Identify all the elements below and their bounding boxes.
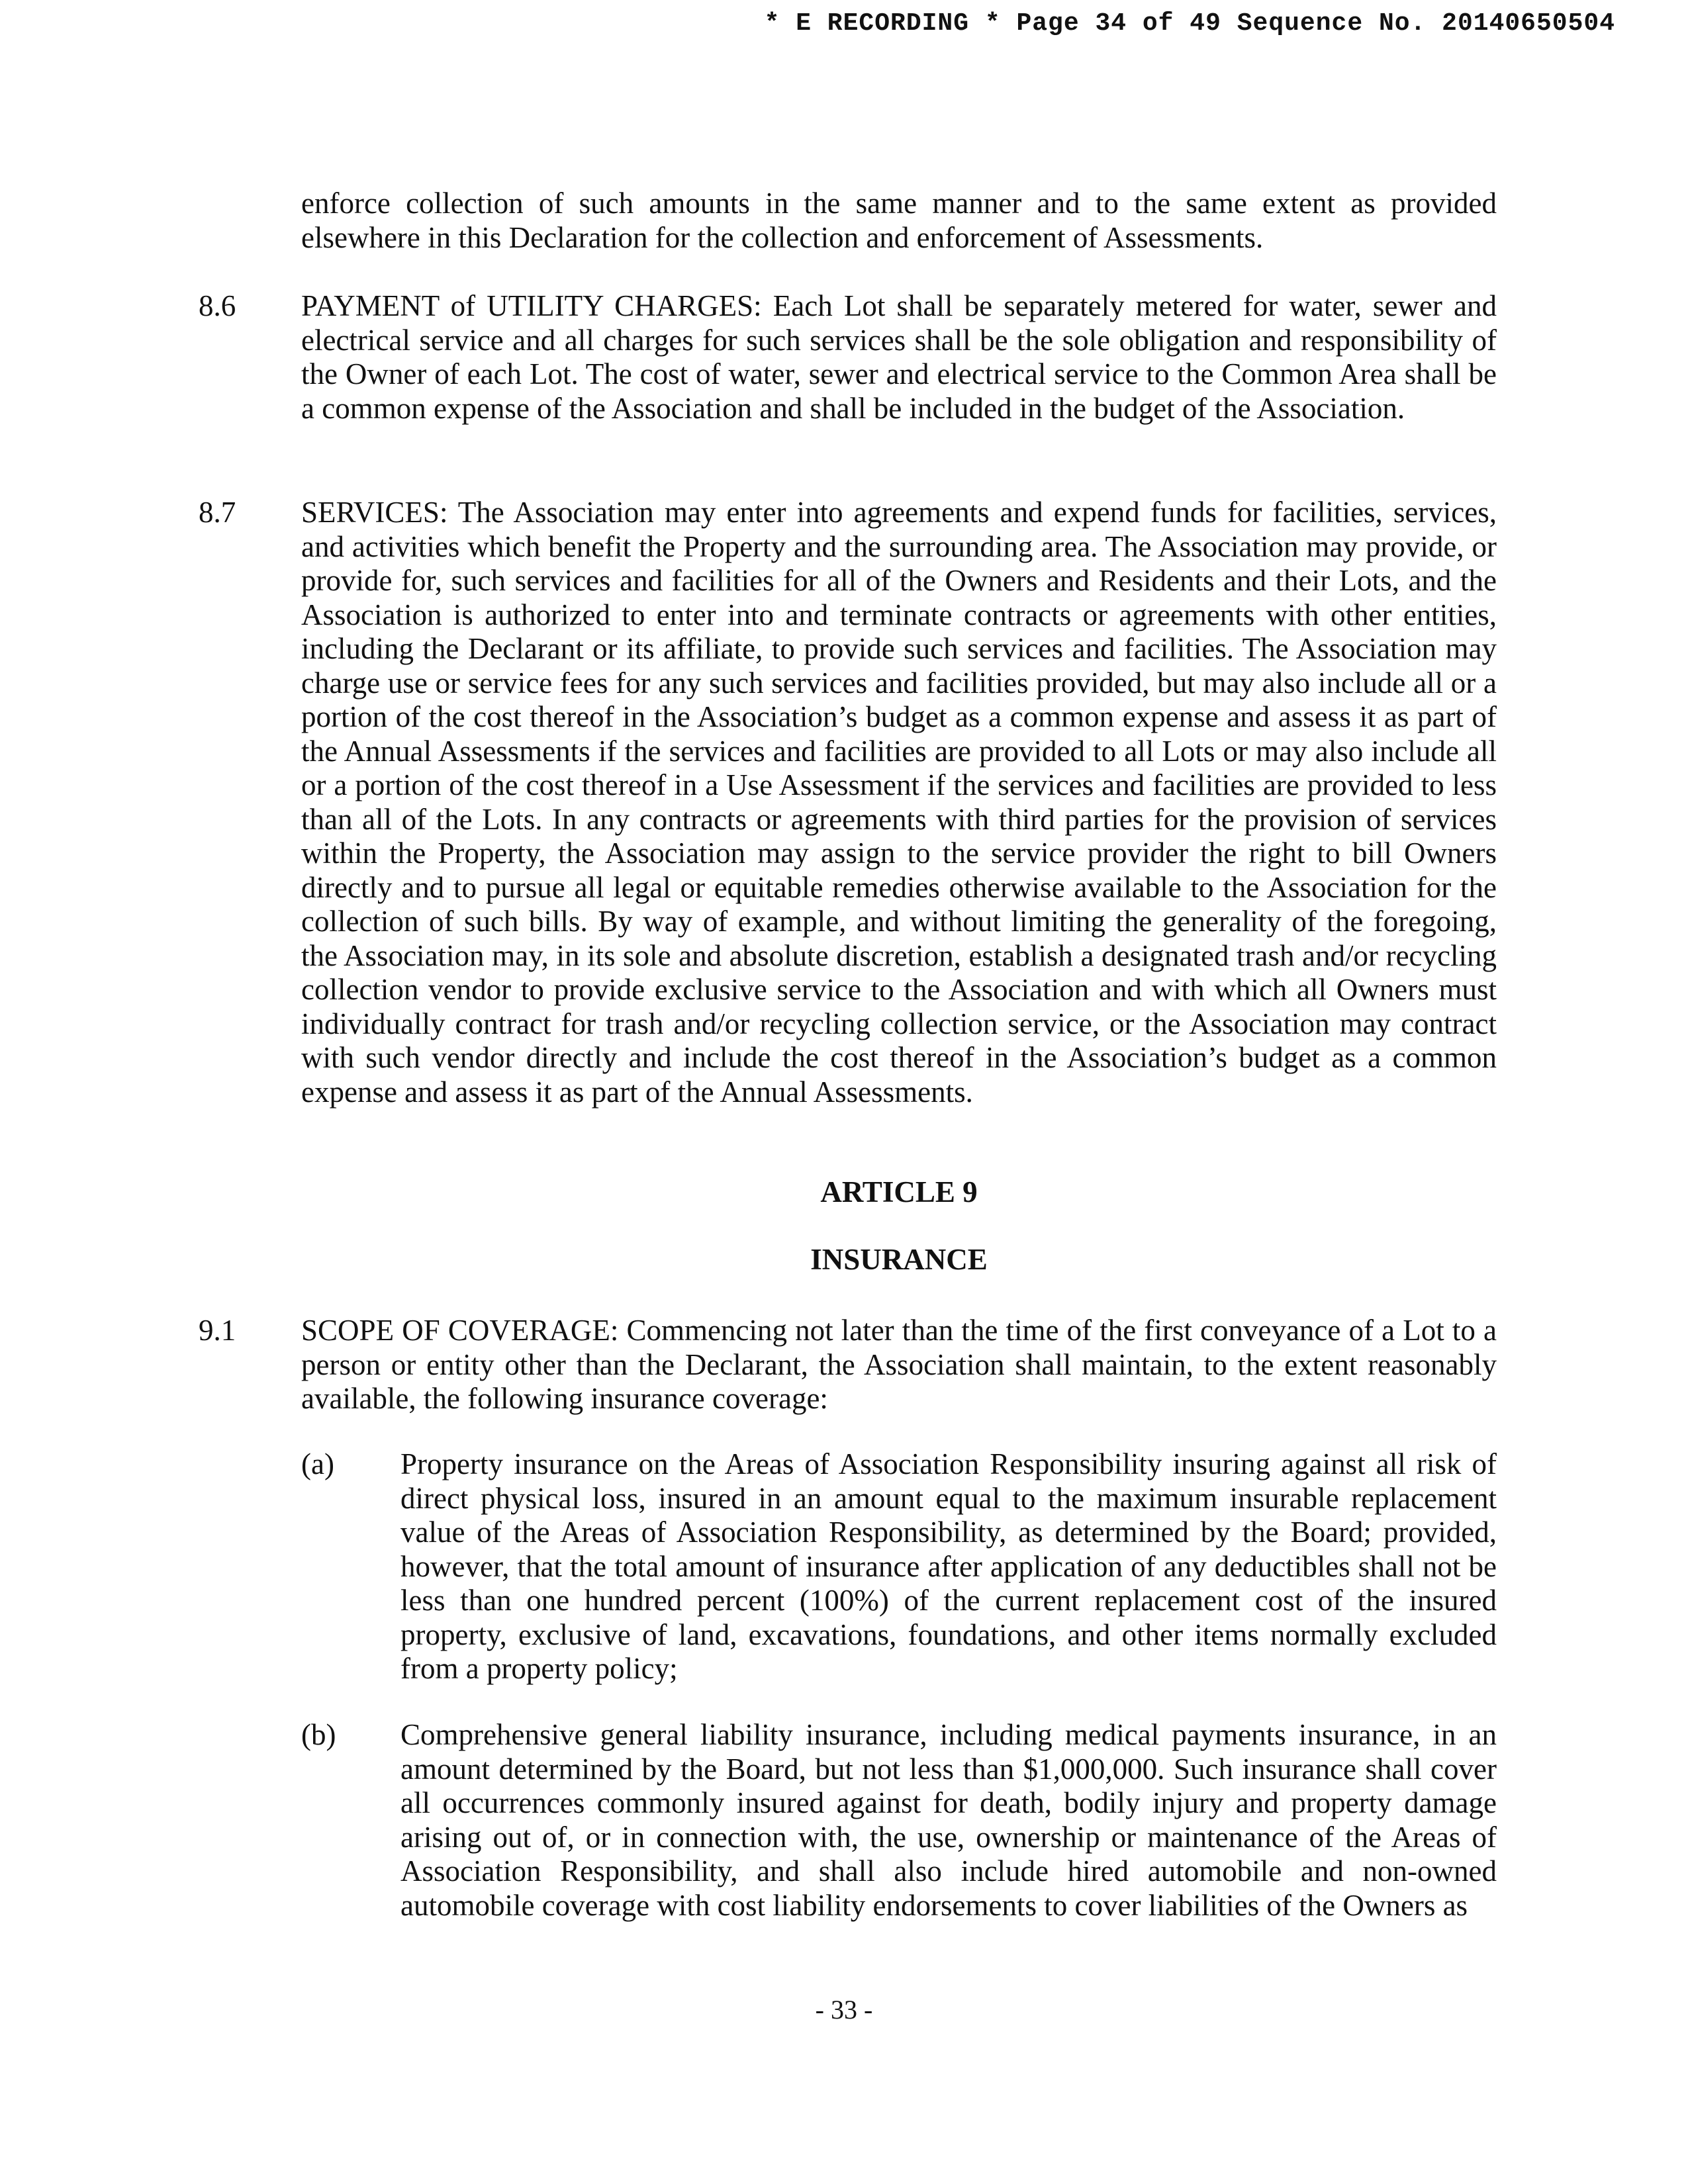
section-8-6 <box>199 289 1497 426</box>
section-text: SERVICES: The Association may enter into agreements and expend funds for facilities, services, and activities which benefit the Property and the surrounding area. The Association may provide, or provide for, such services and facilities for all of the Owners and Residents and their Lots, and the Association is authorized to enter into and terminate contracts or agreements with other entities, including the Declarant or its affiliate, to provide such services and facilities. The Association may charge use or service fees for any such services and facilities provided, but may also include all or a portion of the cost thereof in the Association’s budget as a common expense and assess it as part of the Annual Assessments if the services and facilities are provided to all Lots or may also include all or a portion of the cost thereof in a Use Assessment if the services and facilities are provided to less than all of the Lots. In any contracts or agreements with third parties for the provision of services within the Property, the Association may assign to the service provider the right to bill Owners directly and to pursue all legal or equitable remedies otherwise available to the Association for the collection of such bills. By way of example, and without limiting the generality of the foregoing, the Association may, in its sole and absolute discretion, establish a designated trash and/or recycling collection vendor to provide exclusive service to the Association and with which all Owners must individually contract for trash and/or recycling collection service, or the Association may contract with such vendor directly and include the cost thereof in the Association’s budget as a common expense and assess it as part of the Annual Assessments. <box>301 496 1497 1109</box>
section-number: 9.1 <box>199 1314 236 1347</box>
subsection-a <box>301 1447 1497 1686</box>
subsection-letter: (b) <box>301 1718 336 1751</box>
page-number: - 33 - <box>815 1995 873 2025</box>
intro-paragraph: enforce collection of such amounts in the same manner and to the same extent as provided elsewhere in this Declaration for the collection and enforcement of Assessments. <box>301 187 1497 254</box>
article-title: INSURANCE <box>810 1243 988 1276</box>
section-text: PAYMENT of UTILITY CHARGES: Each Lot shall be separately metered for water, sewer and electrical service and all charges for such services shall be the sole obligation and responsibility of the Owner of each Lot. The cost of water, sewer and electrical service to the Common Area shall be a common expense of the Association and shall be included in the budget of the Association. <box>301 289 1497 425</box>
section-9-1 <box>199 1314 1497 1416</box>
subsection-text: Property insurance on the Areas of Association Responsibility insuring against all risk of direct physical loss, insured in an amount equal to the maximum insurable replacement value of the Areas of Association Responsibility, as determined by the Board; provided, however, that the total amount of insurance after application of any deductibles shall not be less than one hundred percent (100%) of the current replacement cost of the insured property, exclusive of land, excavations, foundations, and other items normally excluded from a property policy; <box>400 1447 1497 1685</box>
section-text: SCOPE OF COVERAGE: Commencing not later than the time of the first conveyance of a Lot to a person or entity other than the Declarant, the Association shall maintain, to the extent reasonably available, the following insurance coverage: <box>301 1314 1497 1415</box>
subsection-text: Comprehensive general liability insurance, including medical payments insurance, in an amount determined by the Board, but not less than $1,000,000. Such insurance shall cover all occurrences commonly insured against for death, bodily injury and property damage arising out of, or in connection with, the use, ownership or maintenance of the Areas of Association Responsibility, and shall also include hired automobile and non-owned automobile coverage with cost liability endorsements to cover liabilities of the Owners as <box>400 1718 1497 1922</box>
subsection-b <box>301 1718 1497 1923</box>
section-number: 8.7 <box>199 496 236 529</box>
recording-header: * E RECORDING * Page 34 of 49 Sequence No. 20140650504 <box>764 9 1615 38</box>
section-8-7 <box>199 496 1497 1109</box>
article-number: ARTICLE 9 <box>820 1175 978 1208</box>
section-number: 8.6 <box>199 289 236 322</box>
subsection-letter: (a) <box>301 1447 334 1480</box>
